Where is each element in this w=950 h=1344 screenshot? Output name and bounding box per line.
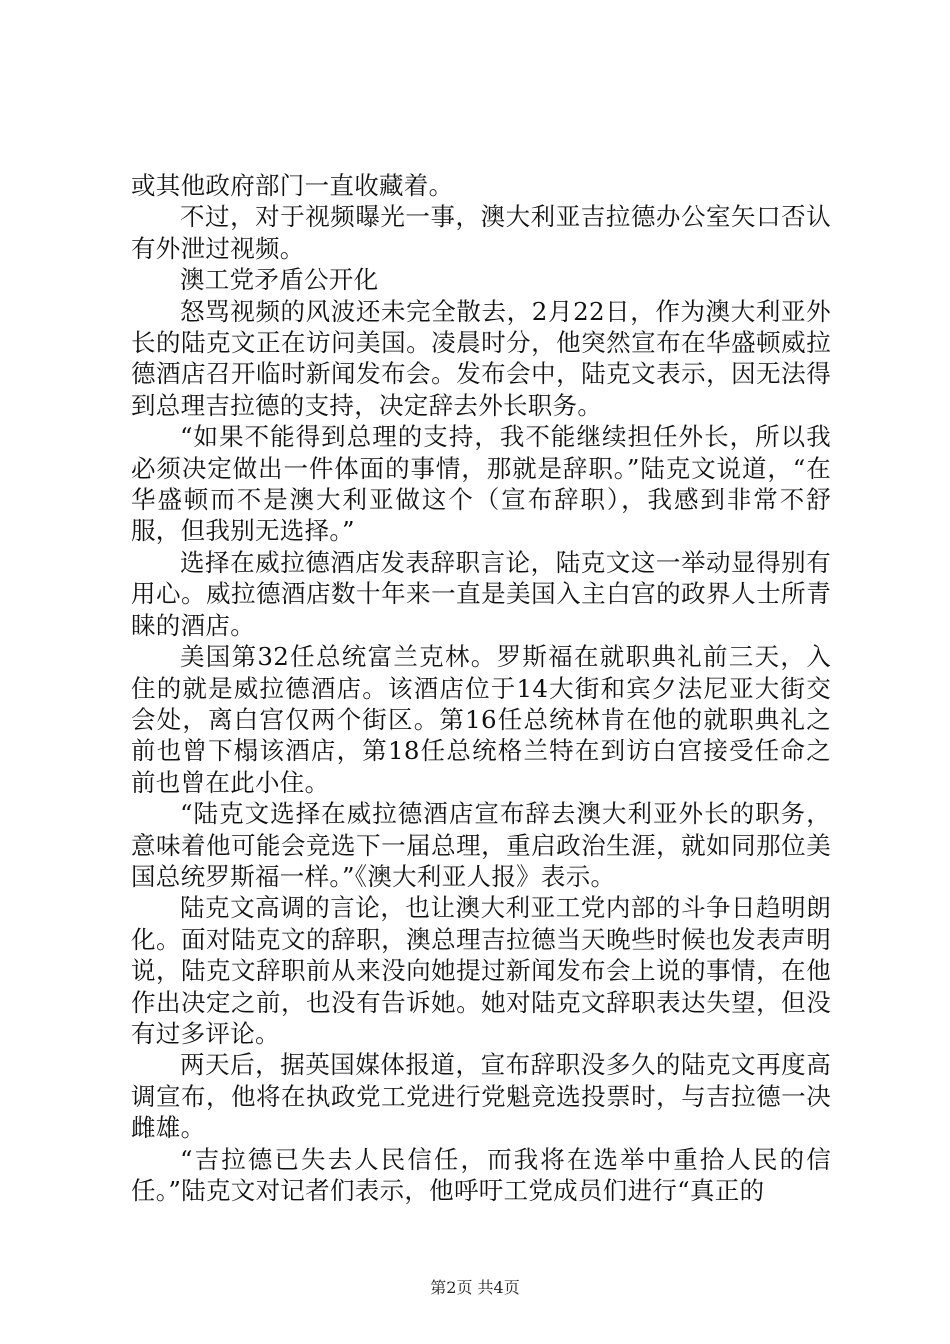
page-number: 第2页 共4页 — [430, 1278, 520, 1297]
paragraph-continuation: 或其他政府部门一直收藏着。 — [131, 171, 454, 200]
paragraph: 美国第32任总统富兰克林。罗斯福在就职典礼前三天，入住的就是威拉德酒店。该酒店位于14大街和宾夕法尼亚大街交会处，离白宫仅两个街区。第16任总统林肯在他的就职典礼之前也曾下榻该酒店，第18任总统格兰特在到访白宫接受任命之前也曾在此小住。 — [131, 642, 831, 797]
paragraph-quote: “陆克文选择在威拉德酒店宣布辞去澳大利亚外长的职务，意味着他可能会竞选下一届总理，重启政治生涯，就如同那位美国总统罗斯福一样。”《澳大利亚人报》表示。 — [131, 799, 831, 891]
paragraph: 不过，对于视频曝光一事，澳大利亚吉拉德办公室矢口否认有外泄过视频。 — [131, 202, 831, 263]
paragraph: 选择在威拉德酒店发表辞职言论，陆克文这一举动显得别有用心。威拉德酒店数十年来一直是美国入主白宫的政界人士所青睐的酒店。 — [131, 547, 831, 640]
paragraph-quote: “如果不能得到总理的支持，我不能继续担任外长，所以我必须决定做出一件体面的事情，那就是辞职。”陆克文说道，“在华盛顿而不是澳大利亚做这个（宣布辞职），我感到非常不舒服，但我别无选择。” — [131, 422, 831, 546]
paragraph: 陆克文高调的言论，也让澳大利亚工党内部的斗争日趋明朗化。面对陆克文的辞职，澳总理吉拉德当天晚些时候也发表声明说，陆克文辞职前从来没向她提过新闻发布会上说的事情，在他作出决定之前，也没有告诉她。她对陆克文辞职表达失望，但没有过多评论。 — [131, 893, 831, 1048]
paragraph: 两天后，据英国媒体报道，宣布辞职没多久的陆克文再度高调宣布，他将在执政党工党进行党魁竞选投票时，与吉拉德一决雌雄。 — [131, 1050, 831, 1143]
paragraph: 怒骂视频的风波还未完全散去，2月22日，作为澳大利亚外长的陆克文正在访问美国。凌晨时分，他突然宣布在华盛顿威拉德酒店召开临时新闻发布会。发布会中，陆克文表示，因无法得到总理吉拉德的支持，决定辞去外长职务。 — [131, 296, 831, 420]
document-body — [131, 170, 831, 1206]
page-footer — [0, 1278, 950, 1298]
section-heading: 澳工党矛盾公开化 — [180, 265, 379, 295]
paragraph-quote: “吉拉德已失去人民信任，而我将在选举中重拾人民的信任。”陆克文对记者们表示，他呼吁工党成员们进行“真正的 — [131, 1144, 831, 1205]
